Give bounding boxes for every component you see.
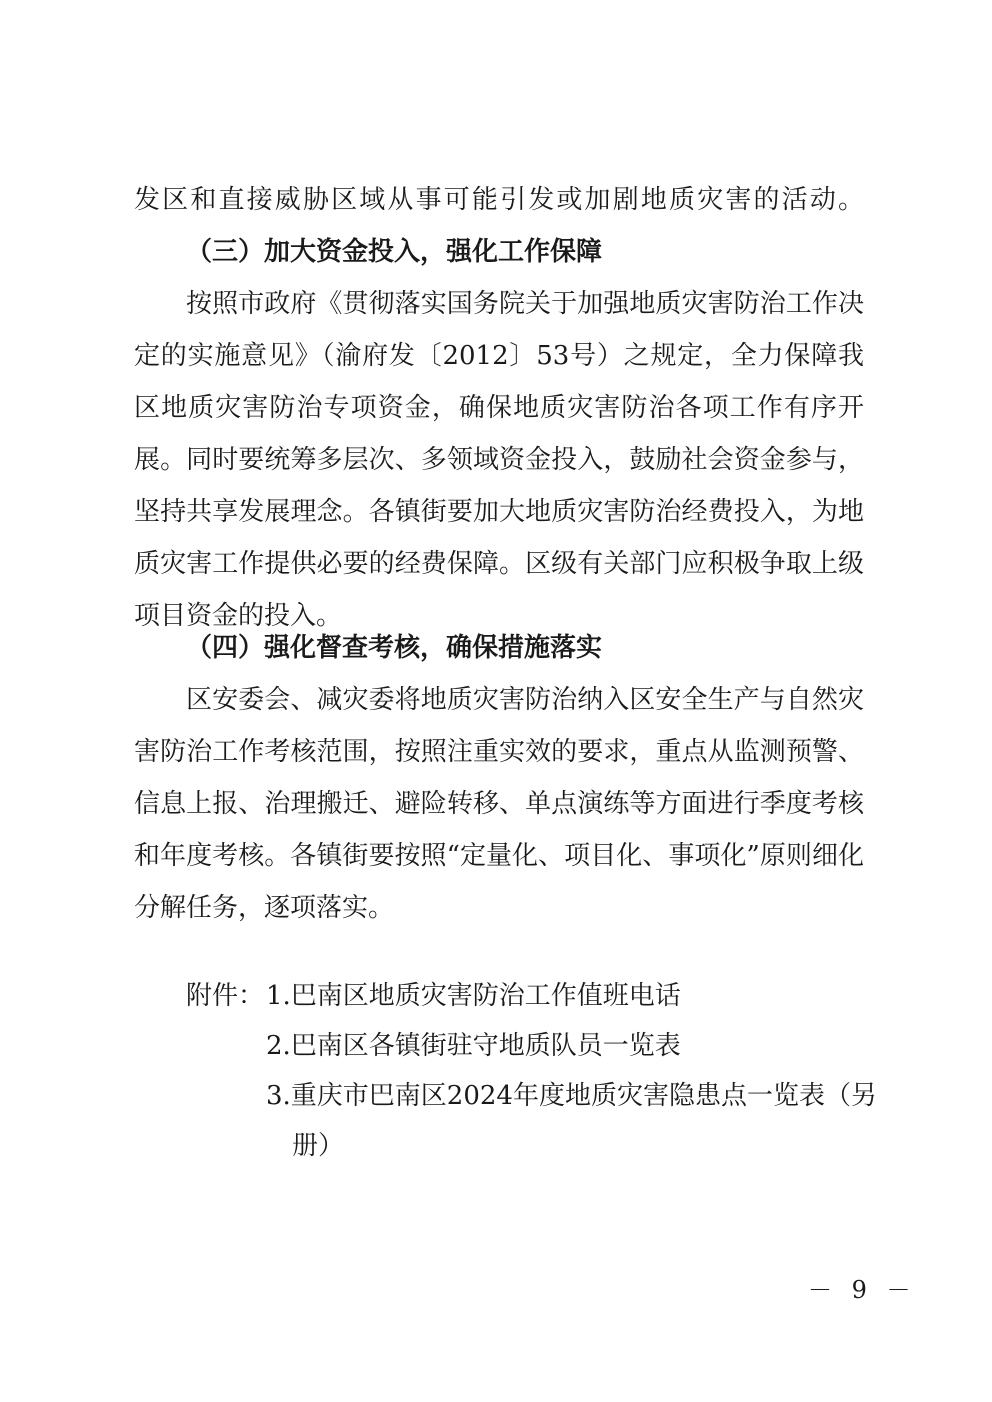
paragraph-line-7: 质灾害工作提供必要的经费保障。区级有关部门应积极争取上级 [134, 549, 864, 579]
page-number: － 9 － [808, 1276, 917, 1304]
section-heading-3: （三）加大资金投入，强化工作保障 [186, 237, 603, 267]
paragraph-line-10: 害防治工作考核范围，按照注重实效的要求，重点从监测预警、 [134, 737, 864, 767]
attachment-item-3-continuation: 册） [292, 1131, 345, 1161]
paragraph-line-8: 项目资金的投入。 [134, 601, 343, 631]
attachment-item-1: 1.巴南区地质灾害防治工作值班电话 [266, 981, 681, 1011]
paragraph-line-9: 区安委会、减灾委将地质灾害防治纳入区安全生产与自然灾 [186, 685, 864, 715]
paragraph-line-5: 展。同时要统筹多层次、多领域资金投入，鼓励社会资金参与， [134, 445, 864, 475]
paragraph-line-6: 坚持共享发展理念。各镇街要加大地质灾害防治经费投入，为地 [134, 497, 864, 527]
attachment-item-3: 3.重庆市巴南区2024年度地质灾害隐患点一览表（另 [266, 1081, 877, 1111]
paragraph-line-13: 分解任务，逐项落实。 [134, 893, 395, 923]
paragraph-line-1: 发区和直接威胁区域从事可能引发或加剧地质灾害的活动。 [134, 185, 864, 215]
attachment-item-2: 2.巴南区各镇街驻守地质队员一览表 [266, 1031, 681, 1061]
paragraph-line-3: 定的实施意见》（渝府发〔2012〕53号）之规定，全力保障我 [134, 341, 864, 371]
paragraph-line-12: 和年度考核。各镇街要按照“定量化、项目化、事项化”原则细化 [134, 841, 864, 871]
paragraph-line-4: 区地质灾害防治专项资金，确保地质灾害防治各项工作有序开 [134, 393, 864, 423]
paragraph-line-11: 信息上报、治理搬迁、避险转移、单点演练等方面进行季度考核 [134, 789, 864, 819]
paragraph-line-2: 按照市政府《贯彻落实国务院关于加强地质灾害防治工作决 [186, 289, 864, 319]
attachments-label: 附件： [186, 981, 265, 1011]
section-heading-4: （四）强化督查考核，确保措施落实 [186, 633, 603, 663]
